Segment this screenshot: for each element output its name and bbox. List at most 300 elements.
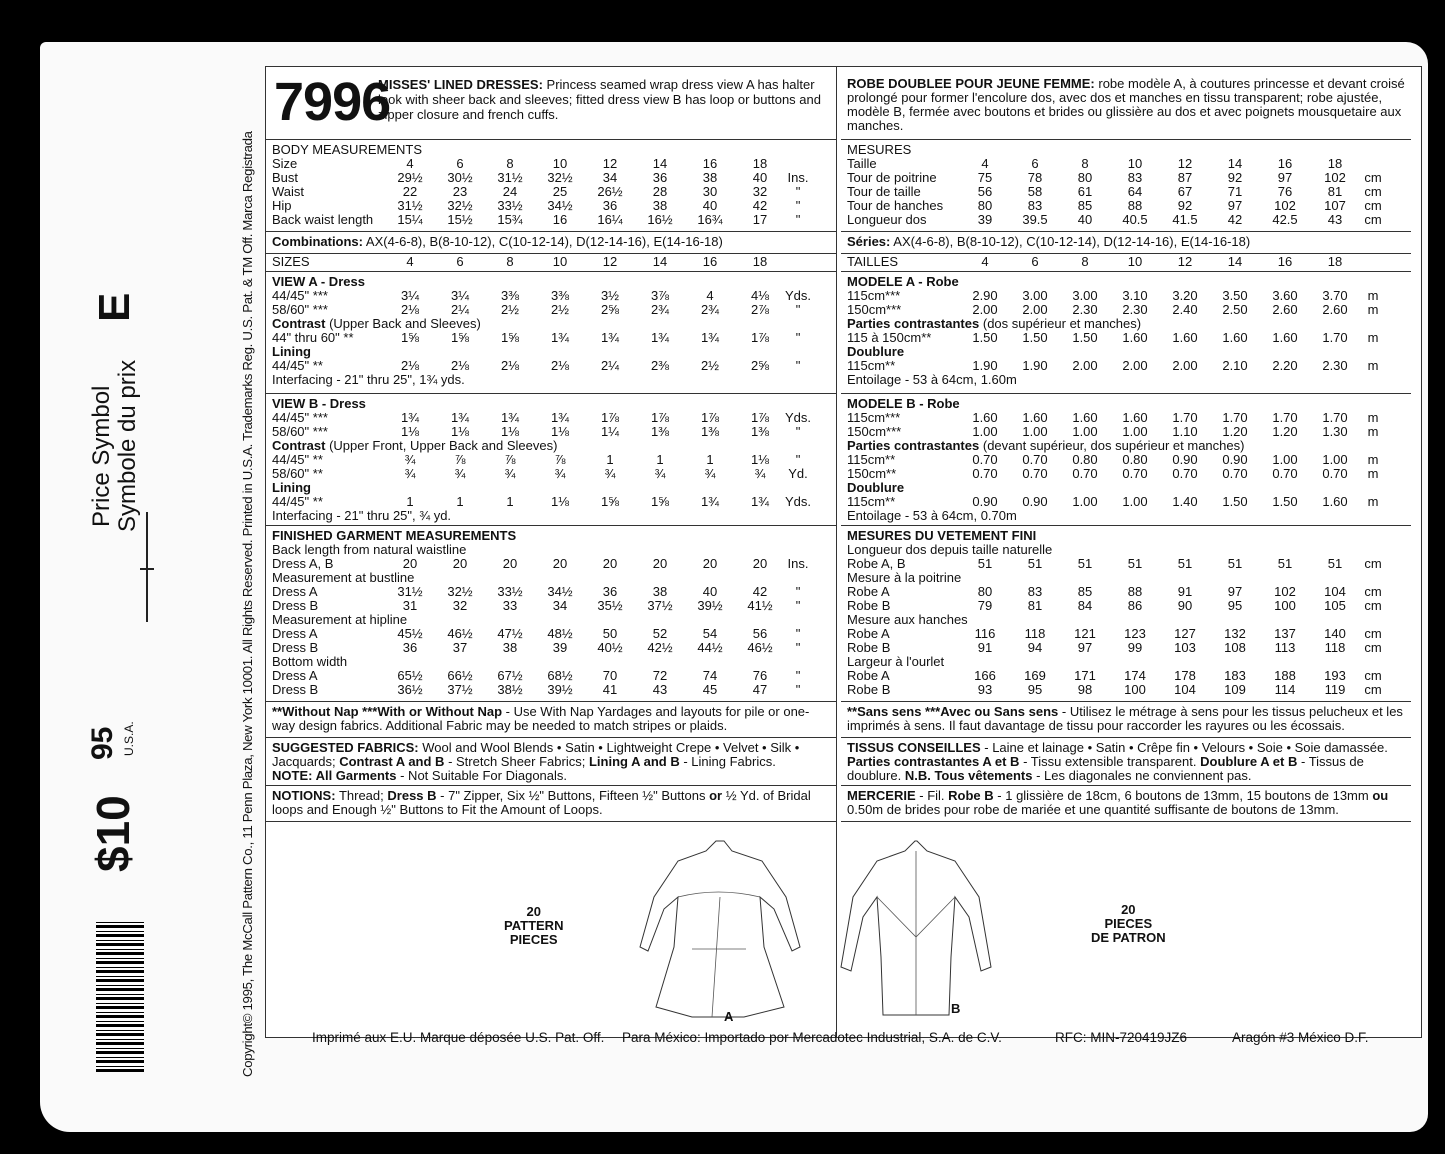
size-value: 18 <box>1327 254 1343 269</box>
row-label: 44/45" *** <box>272 410 328 425</box>
row-value: 102 <box>1324 170 1346 185</box>
row-value: 54 <box>702 626 718 641</box>
measurement-row <box>272 495 830 509</box>
row-value: 80 <box>977 584 993 599</box>
row-value: 76 <box>1277 184 1293 199</box>
row-value: 1.40 <box>1172 494 1198 509</box>
row-value: 100 <box>1274 598 1296 613</box>
dress-b-illustration <box>831 837 1021 1027</box>
row-value: 2.00 <box>1172 358 1198 373</box>
combinations-row <box>847 235 1405 249</box>
en-sizes-header <box>266 253 836 272</box>
body-title-row <box>847 143 1405 157</box>
row-label: Robe B <box>847 640 891 655</box>
measurement-row <box>847 467 1405 481</box>
row-value: 33½ <box>497 584 523 599</box>
row-value: 2.30 <box>1322 358 1348 373</box>
measurement-row <box>272 557 830 571</box>
row-unit: cm <box>1364 682 1382 697</box>
row-value: 0.80 <box>1072 452 1098 467</box>
row-value: 48½ <box>547 626 573 641</box>
measurement-row <box>847 289 1405 303</box>
row-value: 56 <box>752 626 768 641</box>
row-label: Measurement at bustline <box>272 570 415 585</box>
en-body-measurements <box>266 139 836 232</box>
size-value: 10 <box>1127 156 1143 171</box>
row-value: 174 <box>1124 668 1146 683</box>
row-value: 1.20 <box>1272 424 1298 439</box>
row-value: 1⅛ <box>450 424 470 439</box>
row-value: 32½ <box>447 198 473 213</box>
measurement-row <box>272 199 830 213</box>
fr-pattern-pieces: 20 PIECES DE PATRON <box>1091 902 1166 945</box>
english-column <box>266 67 837 1037</box>
row-unit: m <box>1367 466 1379 481</box>
row-value: 38 <box>502 640 518 655</box>
row-value: 20 <box>552 556 568 571</box>
row-value: 3.70 <box>1322 288 1348 303</box>
row-value: 36 <box>602 584 618 599</box>
size-value: 16 <box>702 156 718 171</box>
row-label: Robe A <box>847 584 890 599</box>
row-value: 2.00 <box>1072 358 1098 373</box>
row-unit: cm <box>1364 170 1382 185</box>
row-value: 2¼ <box>600 358 620 373</box>
row-value: 2⅜ <box>650 358 670 373</box>
row-value: 1.60 <box>1172 330 1198 345</box>
row-label: 44" thru 60" ** <box>272 330 354 345</box>
comb-value: AX(4-6-8), B(8-10-12), C(10-12-14), D(12-14-16), E(14-16-18) <box>893 234 1251 249</box>
en-description: MISSES' LINED DRESSES: Princess seamed wrap dress view A has halter look with sheer back and sleeves; fitted dress view B has loop or buttons and zipper closure and french cuffs. <box>378 77 821 122</box>
row-unit: cm <box>1364 198 1382 213</box>
row-value: 3.10 <box>1122 288 1148 303</box>
row-value: 74 <box>702 668 718 683</box>
size-value: 16 <box>1277 156 1293 171</box>
size-value: 4 <box>406 156 414 171</box>
row-value: 109 <box>1224 682 1246 697</box>
row-label: Mesure aux hanches <box>847 612 968 627</box>
row-value: 1.00 <box>972 424 998 439</box>
row-value: 1 <box>406 494 414 509</box>
row-unit: cm <box>1364 584 1382 599</box>
row-value: 38 <box>702 170 718 185</box>
row-value: 3¼ <box>400 288 420 303</box>
row-value: 1.90 <box>972 358 998 373</box>
row-value: ¾ <box>604 466 616 481</box>
size-value: 8 <box>506 156 514 171</box>
row-value: 0.70 <box>1122 466 1148 481</box>
row-unit: " <box>795 184 801 199</box>
row-value: 51 <box>1177 556 1193 571</box>
en-nap: **Without Nap ***With or Without Nap - Use With Nap Yardages and layouts for pile or one-way design fabrics. Additional Fabric may be needed to match stripes or plaids. <box>266 701 836 738</box>
view-title: VIEW B - Dress <box>272 396 366 411</box>
row-value: 34 <box>602 170 618 185</box>
row-value: 38 <box>652 584 668 599</box>
row-value: 34½ <box>547 198 573 213</box>
size-value: 12 <box>602 156 618 171</box>
row-value: 30 <box>702 184 718 199</box>
row-unit: Yds. <box>784 494 811 509</box>
lining-title: Lining <box>272 480 311 495</box>
row-value: 39 <box>977 212 993 227</box>
row-value: 0.70 <box>972 466 998 481</box>
row-value: 66½ <box>447 668 473 683</box>
row-unit: " <box>795 330 801 345</box>
row-value: 2⅝ <box>750 358 770 373</box>
en-view-a <box>266 271 836 394</box>
row-value: 1 <box>456 494 464 509</box>
dress-a-illustration <box>634 837 824 1027</box>
body-title-row <box>272 143 830 157</box>
row-value: ⅞ <box>504 452 516 467</box>
fr-series <box>841 231 1411 254</box>
row-label: Back waist length <box>272 212 374 227</box>
row-label: Bust <box>272 170 299 185</box>
row-value: 1⅝ <box>600 494 620 509</box>
footer-mexico: Para México: Importado por Mercadotec Industrial, S.A. de C.V. <box>622 1030 1002 1045</box>
size-value: 18 <box>752 254 768 269</box>
footer-rfc: RFC: MIN-720419JZ6 <box>1055 1030 1188 1045</box>
row-value: 0.80 <box>1122 452 1148 467</box>
row-value: 1.70 <box>1322 330 1348 345</box>
lining-title: Lining <box>272 344 311 359</box>
row-value: 38 <box>652 198 668 213</box>
row-value: 1⅞ <box>700 410 720 425</box>
row-value: 116 <box>974 626 996 641</box>
measurement-row <box>847 613 1405 627</box>
row-value: 1.10 <box>1172 424 1198 439</box>
row-value: 36½ <box>397 682 423 697</box>
row-value: 40½ <box>597 640 623 655</box>
measurement-row <box>847 411 1405 425</box>
row-value: 1¾ <box>450 410 470 425</box>
row-value: 1⅜ <box>750 424 770 439</box>
row-value: 1¾ <box>600 330 620 345</box>
lining-title: Doublure <box>847 480 905 495</box>
row-label: Tour de taille <box>847 184 921 199</box>
row-value: 81 <box>1027 598 1043 613</box>
row-value: 1.20 <box>1222 424 1248 439</box>
measurement-row <box>847 331 1405 345</box>
row-value: 43 <box>1327 212 1343 227</box>
row-label: 58/60" ** <box>272 466 323 481</box>
size-value: 10 <box>552 156 568 171</box>
row-value: 86 <box>1127 598 1143 613</box>
row-unit: " <box>795 640 801 655</box>
body-title: MESURES <box>847 142 912 157</box>
row-unit: " <box>795 198 801 213</box>
row-unit: m <box>1367 288 1379 303</box>
row-value: 2.00 <box>972 302 998 317</box>
row-label: 58/60" *** <box>272 424 328 439</box>
left-price-strip <box>40 42 260 1132</box>
row-value: 2⅝ <box>600 302 620 317</box>
row-value: 2⅛ <box>400 302 420 317</box>
row-unit: " <box>795 212 801 227</box>
row-value: 46½ <box>747 640 773 655</box>
row-value: 3.00 <box>1072 288 1098 303</box>
row-value: 97 <box>1277 170 1293 185</box>
row-value: 39.5 <box>1022 212 1048 227</box>
row-value: 4 <box>706 288 714 303</box>
row-value: 92 <box>1227 170 1243 185</box>
row-label: Hip <box>272 198 292 213</box>
row-value: 32½ <box>447 584 473 599</box>
row-value: 37 <box>452 640 468 655</box>
measurement-row <box>272 683 830 697</box>
row-value: 68½ <box>547 668 573 683</box>
row-value: 0.70 <box>1072 466 1098 481</box>
french-column <box>841 67 1411 1037</box>
row-value: 2.30 <box>1072 302 1098 317</box>
row-value: 20 <box>702 556 718 571</box>
measurement-row <box>272 185 830 199</box>
row-value: 20 <box>402 556 418 571</box>
row-value: 64 <box>1127 184 1143 199</box>
row-value: 1⅞ <box>750 330 770 345</box>
size-value: 14 <box>1227 156 1243 171</box>
size-value: 10 <box>552 254 568 269</box>
row-label: Robe B <box>847 598 891 613</box>
row-value: 71 <box>1227 184 1243 199</box>
row-value: 67½ <box>497 668 523 683</box>
footer-imprime: Imprimé aux E.U. Marque déposée U.S. Pat. Off. <box>312 1030 605 1045</box>
measurement-row <box>272 213 830 227</box>
contrast-title: Contrast (Upper Front, Upper Back and Sleeves) <box>272 438 558 453</box>
size-value: 6 <box>1031 254 1039 269</box>
row-label: 44/45" ** <box>272 452 323 467</box>
row-value: 1.60 <box>1122 330 1148 345</box>
row-value: 15½ <box>447 212 473 227</box>
row-value: 79 <box>977 598 993 613</box>
row-value: 2⅞ <box>750 302 770 317</box>
row-value: 4⅛ <box>750 288 770 303</box>
row-value: 3½ <box>600 288 620 303</box>
row-value: 50 <box>602 626 618 641</box>
row-value: 16½ <box>647 212 673 227</box>
row-value: 41.5 <box>1172 212 1198 227</box>
row-value: 83 <box>1027 198 1043 213</box>
row-value: 65½ <box>397 668 423 683</box>
row-value: 51 <box>1327 556 1343 571</box>
row-value: 72 <box>652 668 668 683</box>
row-unit: m <box>1367 452 1379 467</box>
measurement-row <box>847 683 1405 697</box>
row-value: 3⅜ <box>500 288 520 303</box>
fr-description: ROBE DOUBLEE POUR JEUNE FEMME: robe modèle A, à coutures princesse et devant croisé prolongé pour former l'encolure dos, avec dos et manches en tissu transparent; robe ajustée, modèle B, fermée avec boutons et brides ou glissière au dos et avec poignets mousquetaire aux manches. <box>847 76 1405 133</box>
row-value: 40 <box>702 584 718 599</box>
row-label: Robe A <box>847 626 890 641</box>
row-value: 42.5 <box>1272 212 1298 227</box>
measurement-row <box>272 425 830 439</box>
row-value: 2½ <box>500 302 520 317</box>
row-label: 44/45" ** <box>272 358 323 373</box>
row-value: 0.90 <box>1172 452 1198 467</box>
row-value: 83 <box>1027 584 1043 599</box>
row-label: Robe B <box>847 682 891 697</box>
row-value: 46½ <box>447 626 473 641</box>
sizes-row <box>272 157 830 171</box>
size-value: 4 <box>406 254 414 269</box>
row-value: 1⅛ <box>400 424 420 439</box>
measurement-row <box>272 453 830 467</box>
row-value: 1⅞ <box>600 410 620 425</box>
row-value: 2¼ <box>450 302 470 317</box>
row-value: 20 <box>602 556 618 571</box>
size-value: 14 <box>652 156 668 171</box>
contrast-title: Parties contrastantes (devant supérieur, dos supérieur et manches) <box>847 438 1245 453</box>
row-value: 118 <box>1324 640 1346 655</box>
row-value: 1.70 <box>1272 410 1298 425</box>
row-unit: " <box>795 668 801 683</box>
price-tick <box>140 568 154 570</box>
measurement-row <box>847 303 1405 317</box>
row-unit: Yd. <box>788 466 808 481</box>
row-value: 1¾ <box>500 410 520 425</box>
row-value: ¾ <box>404 466 416 481</box>
row-unit: " <box>795 584 801 599</box>
fr-finished-measurements <box>841 525 1411 702</box>
row-value: 42½ <box>647 640 673 655</box>
row-value: 1.00 <box>1122 424 1148 439</box>
row-value: 0.70 <box>1322 466 1348 481</box>
row-unit: Ins. <box>787 556 809 571</box>
row-value: 90 <box>1177 598 1193 613</box>
row-value: 105 <box>1324 598 1346 613</box>
price-cents: 95 <box>86 726 119 760</box>
size-value: 12 <box>1177 254 1193 269</box>
row-value: 76 <box>752 668 768 683</box>
row-label: Dress A <box>272 626 318 641</box>
size-value: 14 <box>1227 254 1243 269</box>
row-unit: " <box>795 682 801 697</box>
sizes-label: TAILLES <box>847 254 899 269</box>
copyright-notice: Copyright© 1995, The McCall Pattern Co., 11 Penn Plaza, New York 10001. All Rights Reserved. Printed in U.S.A. Trademarks Reg. U.S. Pat. & TM Off. Marca Registrada <box>240 131 255 1077</box>
row-value: 102 <box>1274 584 1296 599</box>
measurement-row <box>272 613 830 627</box>
row-value: 2.60 <box>1272 302 1298 317</box>
size-value: 12 <box>1177 156 1193 171</box>
row-label: Back length from natural waistline <box>272 542 467 557</box>
row-value: 1¾ <box>550 330 570 345</box>
measurement-row <box>272 655 830 669</box>
row-value: 1⅞ <box>750 410 770 425</box>
row-value: 31½ <box>397 198 423 213</box>
row-label: 44/45" ** <box>272 494 323 509</box>
row-value: 1⅜ <box>650 424 670 439</box>
row-value: 91 <box>1177 584 1193 599</box>
row-value: 183 <box>1224 668 1246 683</box>
measurement-row <box>847 359 1405 373</box>
row-label: 115cm** <box>847 358 896 373</box>
row-value: 2½ <box>550 302 570 317</box>
row-value: 20 <box>502 556 518 571</box>
row-value: 32½ <box>547 170 573 185</box>
row-unit: m <box>1367 494 1379 509</box>
row-value: ¾ <box>554 466 566 481</box>
row-value: 100 <box>1124 682 1146 697</box>
row-unit: cm <box>1364 556 1382 571</box>
row-value: 0.90 <box>1022 494 1048 509</box>
row-label: Robe A <box>847 668 890 683</box>
row-label: Mesure à la poitrine <box>847 570 962 585</box>
row-value: 85 <box>1077 198 1093 213</box>
en-pattern-pieces: 20 PATTERN PIECES <box>504 904 564 947</box>
row-value: 2.00 <box>1122 358 1148 373</box>
measurement-row <box>847 599 1405 613</box>
row-value: 3⅜ <box>550 288 570 303</box>
row-value: 39½ <box>697 598 723 613</box>
fr-mercerie: MERCERIE - Fil. Robe B - 1 glissière de 18cm, 6 boutons de 13mm, 15 boutons de 13mm ou 0.50m de brides pour robe de mariée et une quantité suffisante de boutons de 13mm. <box>841 785 1411 822</box>
en-fabrics: SUGGESTED FABRICS: Wool and Wool Blends • Satin • Lightweight Crepe • Velvet • Silk • Jacquards; Contrast A and B - Stretch Sheer Fabrics; Lining A and B - Lining Fabrics. NOTE: All Garments - Not Suitable For Diagonals. <box>266 737 836 786</box>
row-label: Waist <box>272 184 305 199</box>
row-label: 44/45" *** <box>272 288 328 303</box>
row-unit: " <box>795 452 801 467</box>
row-value: 22 <box>402 184 418 199</box>
en-combinations <box>266 231 836 254</box>
row-value: ¾ <box>504 466 516 481</box>
row-value: 1⅛ <box>500 424 520 439</box>
row-value: 51 <box>1277 556 1293 571</box>
sizes-label: SIZES <box>272 254 310 269</box>
size-value: 8 <box>1081 254 1089 269</box>
row-unit: " <box>795 302 801 317</box>
row-value: 39½ <box>547 682 573 697</box>
row-value: 140 <box>1324 626 1346 641</box>
fr-sens: **Sans sens ***Avec ou Sans sens - Utilisez le métrage à sens pour les tissus pelucheux et les imprimés à sens. Il faut davantage de tissu pour raccorder les rayures ou les écossais. <box>841 701 1411 738</box>
row-value: ¾ <box>454 466 466 481</box>
row-value: 94 <box>1027 640 1043 655</box>
row-value: 75 <box>977 170 993 185</box>
row-label: Dress B <box>272 682 319 697</box>
row-value: 1.50 <box>972 330 998 345</box>
row-value: 2¾ <box>700 302 720 317</box>
pattern-number: 7996 <box>274 72 391 132</box>
row-value: 36 <box>402 640 418 655</box>
row-value: 84 <box>1077 598 1093 613</box>
row-value: 33 <box>502 598 518 613</box>
row-value: 2.60 <box>1322 302 1348 317</box>
row-value: 1.60 <box>1122 410 1148 425</box>
row-value: 16 <box>552 212 568 227</box>
sizes-label: Size <box>272 156 298 171</box>
row-value: 114 <box>1274 682 1296 697</box>
contrast-title: Parties contrastantes (dos supérieur et manches) <box>847 316 1142 331</box>
size-value: 12 <box>602 254 618 269</box>
row-value: 91 <box>977 640 993 655</box>
measurement-row <box>847 669 1405 683</box>
row-value: 81 <box>1327 184 1343 199</box>
finished-title: MESURES DU VETEMENT FINI <box>847 528 1037 543</box>
measurement-row <box>847 543 1405 557</box>
row-value: 20 <box>652 556 668 571</box>
row-unit: m <box>1367 410 1379 425</box>
row-value: 1.30 <box>1322 424 1348 439</box>
row-value: 1.00 <box>1072 424 1098 439</box>
row-value: 193 <box>1324 668 1346 683</box>
row-value: 33½ <box>497 198 523 213</box>
row-value: 51 <box>1077 556 1093 571</box>
dress-a-label: A <box>724 1009 734 1024</box>
measurement-row <box>272 171 830 185</box>
interfacing-row: Interfacing - 21" thru 25", ¾ yd. <box>272 508 452 523</box>
row-value: 88 <box>1127 584 1143 599</box>
row-unit: " <box>795 626 801 641</box>
row-value: ¾ <box>654 466 666 481</box>
size-value: 10 <box>1127 254 1143 269</box>
row-value: 1⅝ <box>400 330 420 345</box>
row-value: 0.70 <box>1222 466 1248 481</box>
